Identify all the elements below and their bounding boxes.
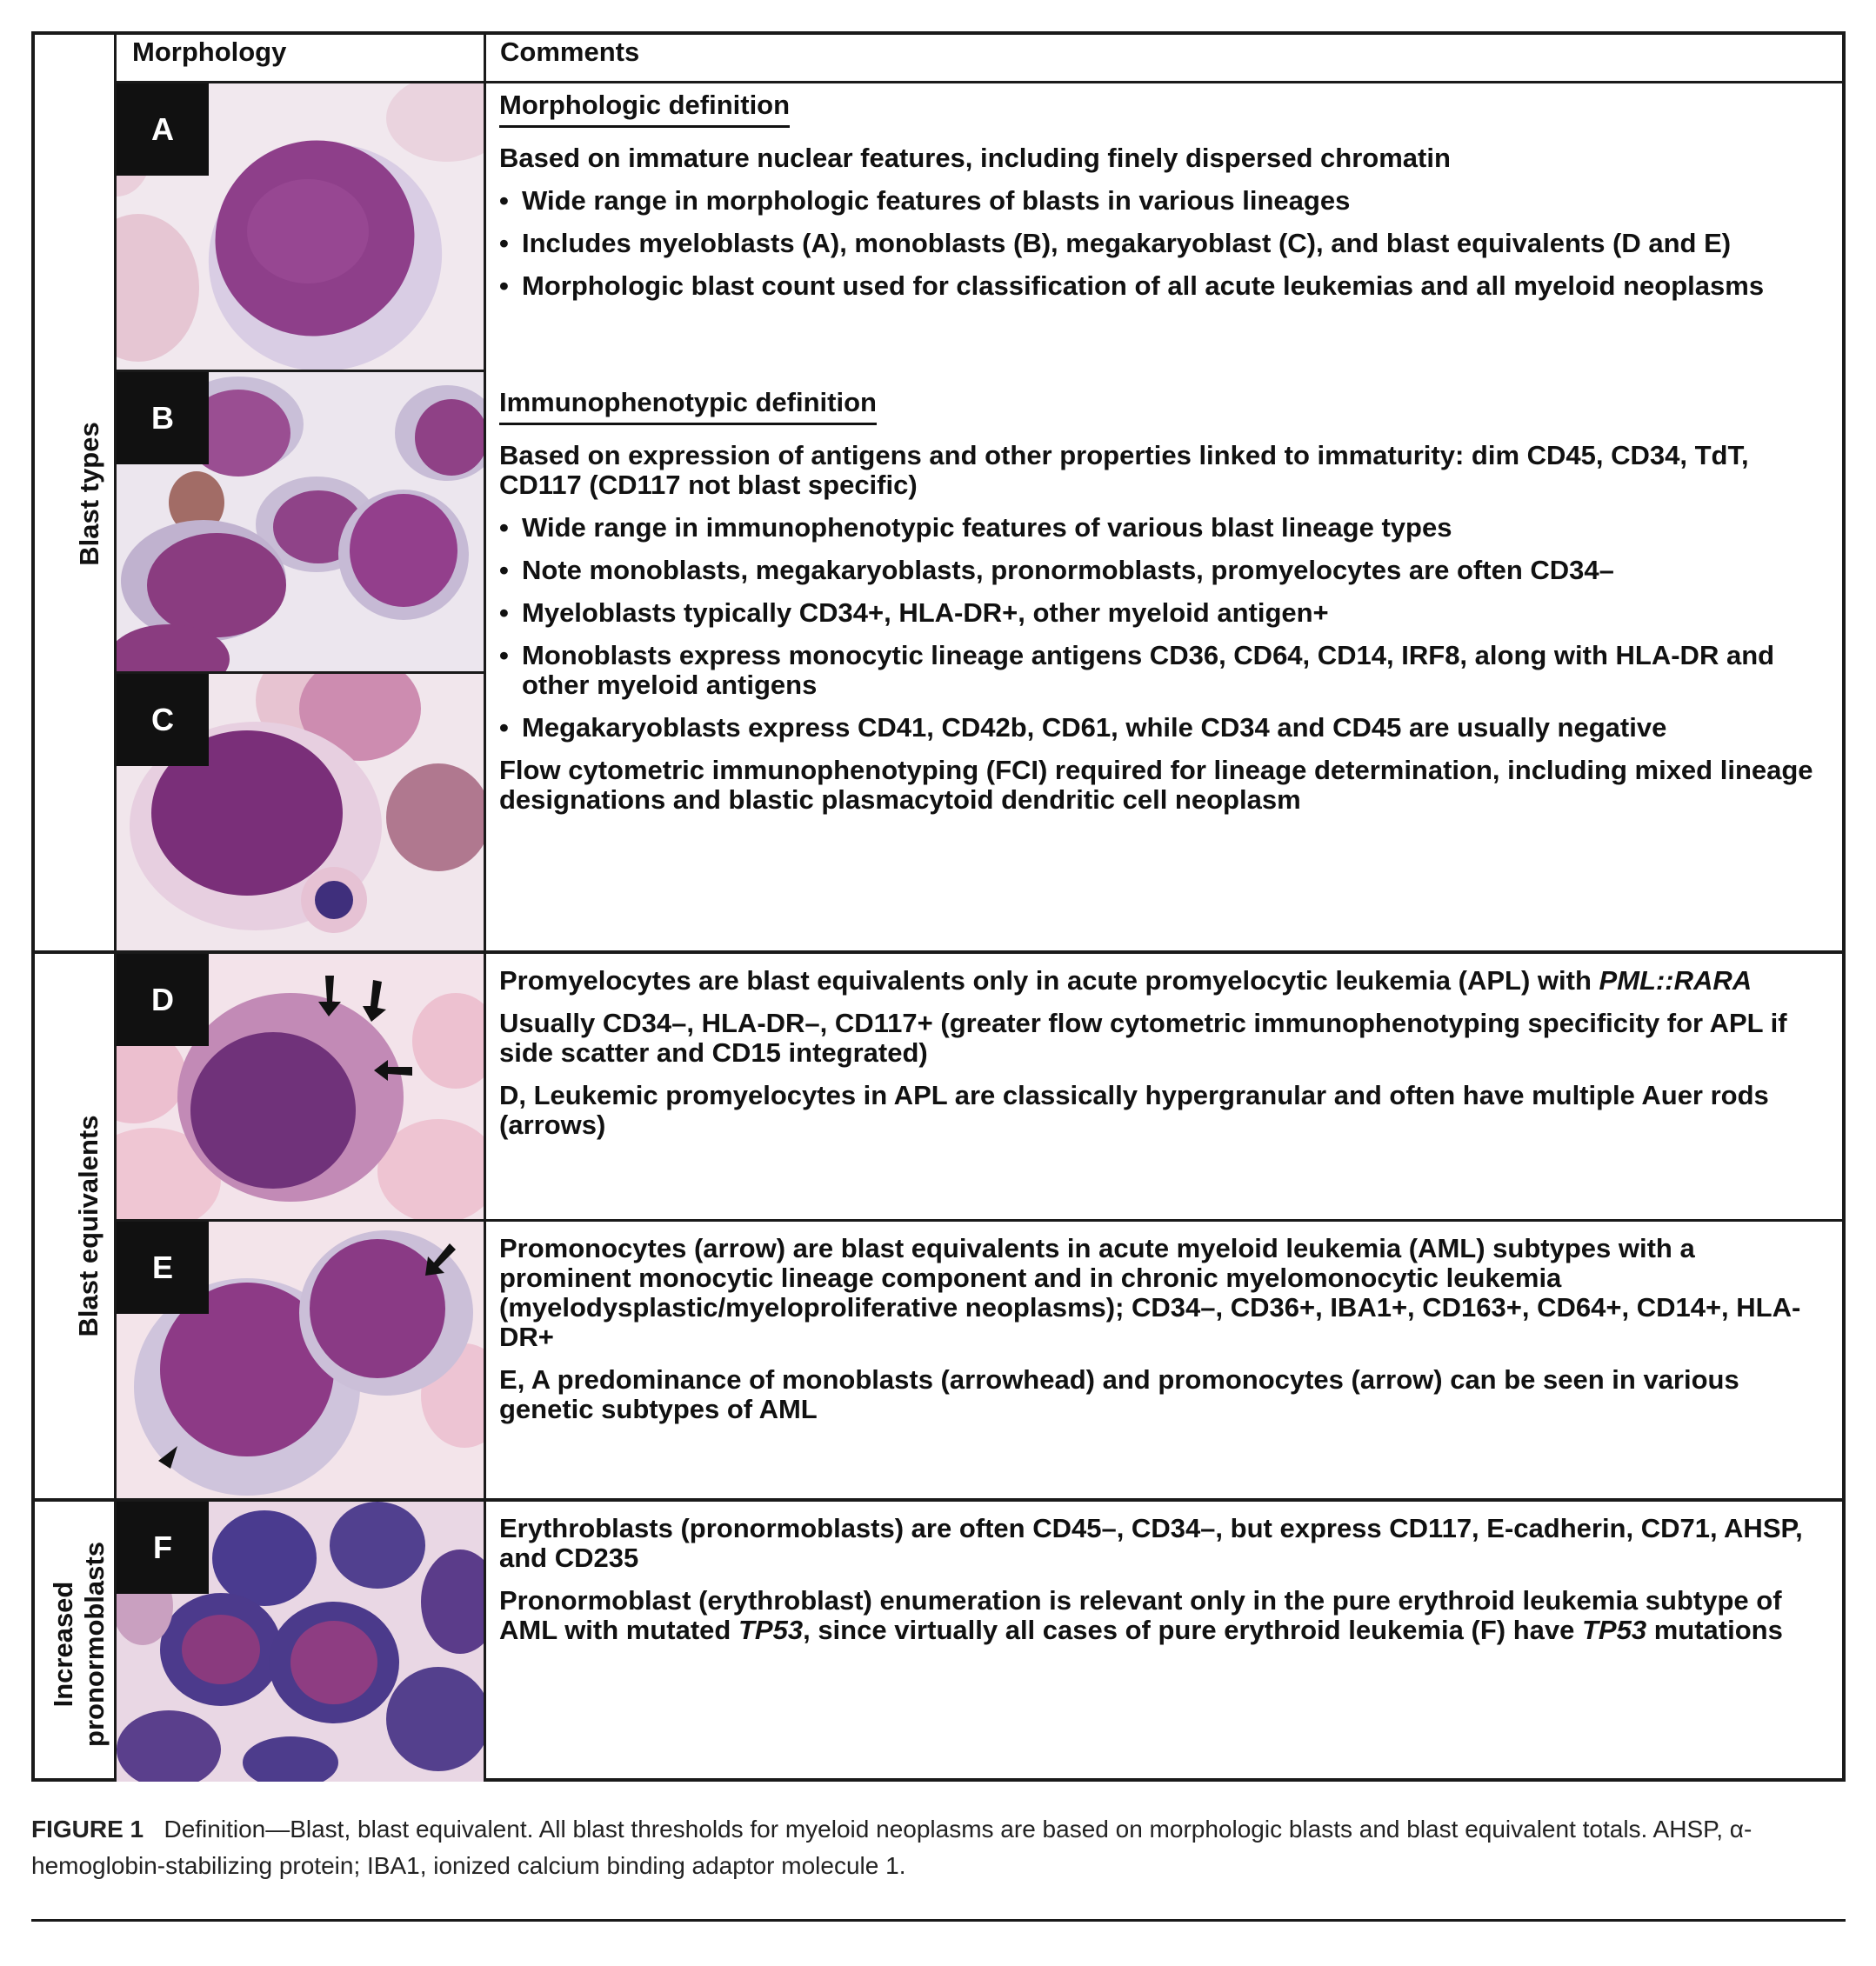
panel-label-f: F: [117, 1502, 209, 1594]
panel-label-c: C: [117, 674, 209, 766]
immunophenotypic-bullet-5: • Megakaryoblasts express CD41, CD42b, CD61, while CD34 and CD45 are usually negative: [499, 713, 1830, 743]
micrograph-panel-c: [117, 674, 484, 950]
erythroblasts-paragraph: Erythroblasts (pronormoblasts) are often CD45–, CD34–, but express CD117, E-cadherin, CD71, AHSP, and CD235: [499, 1513, 1803, 1573]
heading-immunophenotypic-definition: Immunophenotypic definition: [499, 388, 877, 425]
group-label-increased-pronormoblasts: [48, 1536, 110, 1753]
figure-caption: [31, 1811, 1849, 1884]
morphologic-intro: Based on immature nuclear features, including finely dispersed chromatin: [499, 143, 1451, 173]
comments-panel-d: [499, 966, 1830, 1153]
morphologic-bullet-2: • Includes myeloblasts (A), monoblasts (B), megakaryoblast (C), and blast equivalents (D and E): [499, 229, 1830, 258]
immunophenotypic-bullet-4: • Monoblasts express monocytic lineage antigens CD36, CD64, CD14, IRF8, along with HLA-DR and other myeloid antigens: [499, 641, 1830, 700]
caption-label: FIGURE 1: [31, 1816, 144, 1843]
comments-panel-f: [499, 1514, 1830, 1658]
panel-d-legend: [499, 1081, 1830, 1140]
immunophenotypic-bullet-2: • Note monoblasts, megakaryoblasts, pronormoblasts, promyelocytes are often CD34–: [499, 556, 1830, 585]
gene-tp53-2: TP53: [1582, 1615, 1647, 1645]
promyelocytes-paragraph: [499, 966, 1830, 996]
micrograph-panel-e: [117, 1222, 484, 1498]
comments-blast-types: [499, 90, 1830, 314]
panel-label-a: A: [117, 83, 209, 176]
promyelocytes-immunophenotype: Usually CD34–, HLA-DR–, CD117+ (greater flow cytometric immunophenotyping specificity for APL if side scatter and CD15 integrated): [499, 1008, 1787, 1068]
immunophenotypic-bullet-1: • Wide range in immunophenotypic features of various blast lineage types: [499, 513, 1830, 543]
panel-d-legend-label: D: [499, 1080, 519, 1110]
column-header-morphology: Morphology: [132, 37, 287, 67]
enumeration-text-a: Pronormoblast (erythroblast) enumeration is relevant only in the pure erythroid leukemia subtype of AML with mutated: [499, 1585, 1782, 1645]
group-label-blast-types: Blast types: [74, 422, 104, 566]
comments-panel-e: [499, 1234, 1830, 1437]
morphologic-bullet-1: • Wide range in morphologic features of blasts in various lineages: [499, 186, 1830, 216]
divider-comments-column: [484, 31, 486, 1782]
immunophenotypic-intro: Based on expression of antigens and other properties linked to immaturity: dim CD45, CD34, TdT, CD117 (CD117 not blast specific): [499, 440, 1749, 500]
gene-pml-rara: PML::RARA: [1599, 965, 1752, 996]
caption-text: Definition—Blast, blast equivalent. All blast thresholds for myeloid neoplasms are based on morphologic blasts and blast equivalent totals. AHSP, α-hemoglobin-stabilizing protein; IBA1, ionized calcium binding adaptor molecule 1.: [31, 1816, 1752, 1879]
promonocytes-paragraph: Promonocytes (arrow) are blast equivalents in acute myeloid leukemia (AML) subtypes with a prominent monocytic lineage component and in chronic myelomonocytic leukemia (myelodysplastic/myeloproliferative neoplasms); CD34–, CD36+, IBA1+, CD163+, CD64+, CD14+, HLA-DR+: [499, 1233, 1801, 1352]
panel-e-legend: [499, 1365, 1830, 1424]
panel-label-b: B: [117, 372, 209, 464]
enumeration-text-b: , since virtually all cases of pure erythroid leukemia (F) have: [803, 1615, 1582, 1645]
micrograph-panel-b: [117, 372, 484, 671]
group-label-line-1: Increased: [48, 1581, 78, 1708]
fci-note: Flow cytometric immunophenotyping (FCI) required for lineage determination, including mixed lineage designations and blastic plasmacytoid dendritic cell neoplasm: [499, 755, 1813, 815]
panel-e-legend-label: E: [499, 1364, 517, 1395]
gene-tp53-1: TP53: [738, 1615, 804, 1645]
panel-label-d: D: [117, 954, 209, 1046]
promyelocytes-text: Promyelocytes are blast equivalents only in acute promyelocytic leukemia (APL) with: [499, 965, 1599, 996]
immunophenotypic-bullet-3: • Myeloblasts typically CD34+, HLA-DR+, other myeloid antigen+: [499, 598, 1830, 628]
panel-e-legend-text: , A predominance of monoblasts (arrowhead) and promonocytes (arrow) can be seen in various genetic subtypes of AML: [499, 1364, 1739, 1424]
micrograph-panel-a: [117, 83, 484, 370]
heading-morphologic-definition: Morphologic definition: [499, 90, 790, 128]
morphologic-bullet-3: • Morphologic blast count used for classification of all acute leukemias and all myeloid neoplasms: [499, 271, 1830, 301]
group-label-line-2: pronormoblasts: [79, 1542, 110, 1747]
micrograph-panel-d: [117, 954, 484, 1219]
column-header-comments: Comments: [500, 37, 640, 67]
pronormoblast-enumeration: [499, 1586, 1830, 1645]
comments-immunophenotypic: [499, 388, 1830, 828]
micrograph-panel-f: [117, 1502, 484, 1782]
panel-label-e: E: [117, 1222, 209, 1314]
enumeration-text-c: mutations: [1646, 1615, 1783, 1645]
group-label-blast-equivalents: Blast equivalents: [73, 1115, 103, 1337]
bottom-rule: [31, 1919, 1846, 1922]
panel-d-legend-text: , Leukemic promyelocytes in APL are classically hypergranular and often have multiple Auer rods (arrows): [499, 1080, 1769, 1140]
